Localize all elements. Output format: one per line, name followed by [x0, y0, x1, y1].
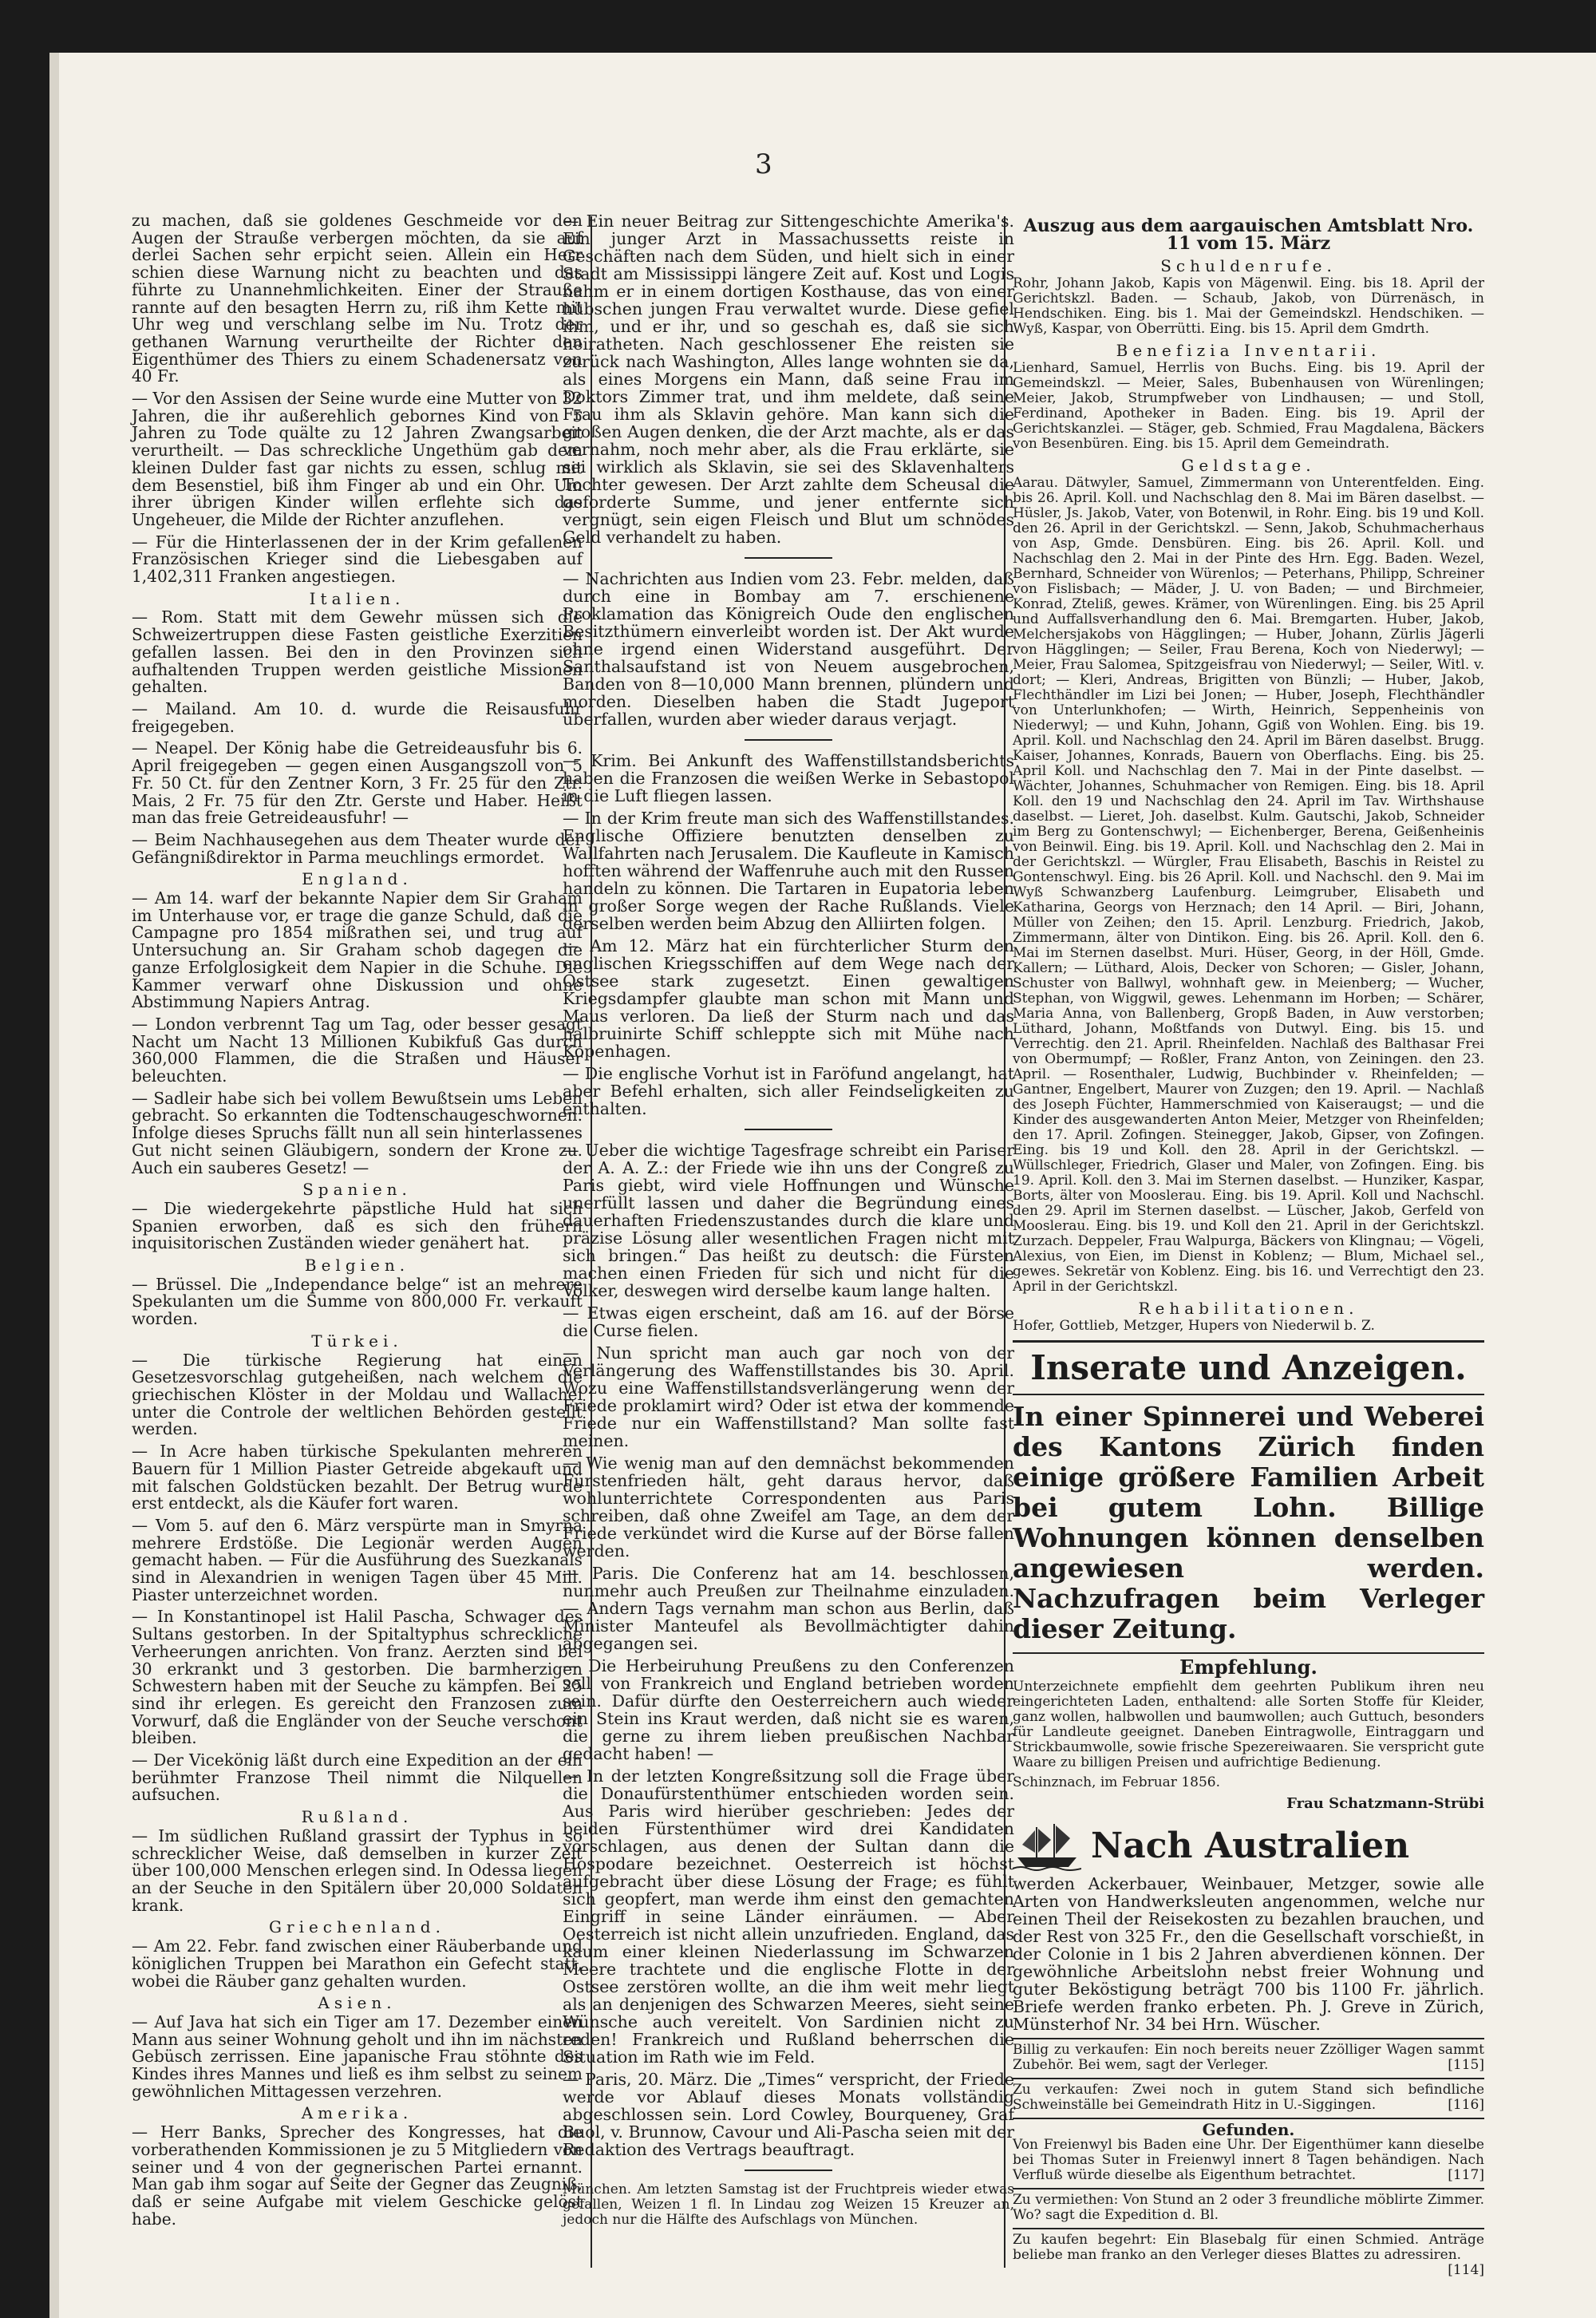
classified-ad-text: Von Freienwyl bis Baden eine Uhr. Der Eigenthümer kann dieselbe bei Thomas Suter in Freienwyl innert 8 Tagen behändigen. Nach Verfluß würde dieselbe als Eigenthum betrachtet. — [1013, 2137, 1484, 2183]
ad-number: [114] — [1448, 2262, 1484, 2278]
market-note: München. Am letzten Samstag ist der Fruchtpreis wieder etwas gefallen, Weizen 1 fl. In Lindau zog Weizen 15 Kreuzer an, jedoch nur die Hälfte des Aufschlags von München. — [563, 2182, 1014, 2228]
advertisements-heading: Inserate und Anzeigen. — [1013, 1340, 1484, 1395]
article-separator — [745, 557, 832, 559]
article-separator — [745, 739, 832, 741]
article-separator — [745, 2170, 832, 2171]
section-heading: Amerika. — [301, 2103, 413, 2123]
article-paragraph: — In Acre haben türkische Spekulanten mehreren Bauern für 1 Million Piaster Getreide abgekauft und mit falschen Goldstücken bezahlt. Der Betrug wurde erst entdeckt, als die Käufer fort waren. — [132, 1442, 583, 1513]
section-heading: Rußland. — [301, 1807, 413, 1827]
ad-number: [115] — [1448, 2057, 1484, 2073]
section-heading: England. — [302, 869, 413, 889]
article-paragraph: — Rom. Statt mit dem Gewehr müssen sich die Schweizertruppen diese Fasten geistliche Exerzitien gefallen lassen. Bei den in den Provinzen sich aufhaltenden Truppen werden geistliche Missionen gehalten. — [132, 607, 583, 697]
classified-ad — [1013, 2228, 1484, 2278]
section-heading: Spanien. — [302, 1180, 412, 1200]
article-paragraph: — Am 14. warf der bekannte Napier dem Sir Graham im Unterhause vor, er trage die ganze Schuld, daß die Campagne pro 1854 mißrathen sei, und trug auf Untersuchung an. Sir Graham schob dagegen die ganze Erfolglosigkeit dem Napier in die Schuhe. Die Kammer verwarf ohne Diskussion und ohne Abstimmung Napiers Antrag. — [132, 888, 583, 1012]
article-paragraph: — Ueber die wichtige Tagesfrage schreibt ein Pariser der A. A. Z.: der Friede wie ihn uns der Congreß zu Paris giebt, wird viele Hoffnungen und Wünsche unerfüllt lassen und daher die Begründung eines dauerhaften Friedenszustandes durch die klare und präzise Lösung aller wesentlichen Fragen nicht mit sich bringen.“ Das heißt zu deutsch: die Fürsten machen einen Frieden für sich und nicht für die Völker, deswegen wird derselbe kaum lange halten. — [563, 1141, 1014, 1300]
ship-icon — [1013, 1821, 1081, 1872]
section-heading: Griechenland. — [269, 1917, 445, 1937]
article-paragraph: — Nachrichten aus Indien vom 23. Febr. melden, daß durch eine in Bombay am 7. erschienene Proklamation das Königreich Oude den englischen Besitzthümern einverleibt worden ist. Der Akt wurde ohne irgend einen Widerstand ausgeführt. Der Santhalsaufstand ist von Neuem ausgebrochen, Banden von 8—10,000 Mann brennen, plündern und morden. Dieselben haben die Stadt Jugeport überfallen, wurden aber wieder daraus verjagt. — [563, 569, 1014, 729]
classified-ad — [1013, 2188, 1484, 2223]
section-heading: Geldstage. — [1181, 456, 1316, 475]
notice-paragraph: Hofer, Gottlieb, Metzger, Hupers von Niederwil b. Z. — [1013, 1318, 1375, 1334]
article-paragraph: — Am 12. März hat ein fürchterlicher Sturm den englischen Kriegsschiffen auf dem Wege nach der Ostsee stark zugesetzt. Einen gewaltigen Kriegsdampfer glaubte man schon mit Mann und Maus verloren. Da ließ der Sturm nach und das halbruinirte Schiff schleppte sich mit Mühe nach Kopenhagen. — [563, 936, 1014, 1061]
section-heading: Türkei. — [311, 1331, 403, 1351]
article-paragraph: — Beim Nachhausegehen aus dem Theater wurde der Gefängnißdirektor in Parma meuchlings ermordet. — [132, 829, 583, 867]
section-heading: Asien. — [318, 1993, 397, 2013]
article-paragraph: — Neapel. Der König habe die Getreideausfuhr bis 6. April freigegeben — gegen einen Ausgangszoll von 5 Fr. 50 Ct. für den Zentner Korn, 3 Fr. 25 für den Ztr. Mais, 2 Fr. 75 für den Ztr. Gerste und Haber. Heißt man das freie Getreideausfuhr! — — [132, 738, 583, 828]
column-middle — [563, 212, 1014, 2233]
recommendation-text: Unterzeichnete empfiehlt dem geehrten Publikum ihren neu eingerichteten Laden, enthaltend: alle Sorten Stoffe für Kleider, ganz wollen, halbwollen und baumwollen; auch Guttuch, besonders für Landleute geeignet. Daneben Eintragwolle, Eintraggarn und Strickbaumwolle, sowie frische Spezereiwaaren. Sie verspricht gute Waare zu billigen Preisen und aufrichtige Bedienung. — [1013, 1679, 1484, 1770]
newspaper-page — [49, 53, 1596, 2318]
ad-number: [116] — [1448, 2097, 1484, 2113]
article-paragraph: — Paris. Die Conferenz hat am 14. beschlossen, nunmehr auch Preußen zur Theilnahme einzuladen. — Andern Tags vernahm man schon aus Berlin, daß Minister Manteufel als Bevollmächtigter dahin abgegangen sei. — [563, 1564, 1014, 1653]
article-paragraph: — Sadleir habe sich bei vollem Bewußtsein ums Leben gebracht. So erkannten die Todtenschaugeschwornen. Infolge dieses Spruchs fällt nun all sein hinterlassenes Gut nicht seinen Gläubigern, sondern der Krone zu. Auch ein sauberes Gesetz! — — [132, 1088, 583, 1177]
recommendation-heading: Empfehlung. — [1013, 1652, 1484, 1676]
article-paragraph: — Wie wenig man auf den demnächst bekommenden Fürstenfrieden hält, geht daraus hervor, daß wohlunterrichtete Correspondenten aus Paris schreiben, daß ohne Zweifel am Tage, an dem der Friede verkündet wird die Kurse auf der Börse fallen werden. — [563, 1454, 1014, 1560]
column-left — [132, 212, 583, 2233]
article-paragraph: — Im südlichen Rußland grassirt der Typhus in so schrecklicher Weise, daß demselben in kurzer Zeit über 100,000 Menschen erlegen sind. In Odessa liegen an der Seuche in den Spitälern über 20,000 Soldaten krank. — [132, 1826, 583, 1915]
article-paragraph: — Für die Hinterlassenen der in der Krim gefallenen Französischen Krieger sind die Liebesgaben auf 1,402,311 Franken angestiegen. — [132, 532, 583, 587]
found-ad-heading: Gefunden. — [1202, 2120, 1295, 2139]
job-advertisement: In einer Spinnerei und Weberei des Kantons Zürich finden einige größere Familien Arbeit bei gutem Lohn. Billige Wohnungen können denselben angewiesen werden. Nachzufragen beim Verleger dieser Zeitung. — [1013, 1401, 1484, 1644]
section-heading: Rehabilitationen. — [1138, 1299, 1359, 1318]
article-paragraph: — In Konstantinopel ist Halil Pascha, Schwager des Sultans gestorben. In der Spitaltyphus schreckliche Verheerungen anrichten. Von franz. Aerzten sind bei 30 erkrankt und 3 gestorben. Die barmherzigen Schwestern haben mit der Seuche zu kämpfen. Bei 25 sind ihr erlegen. Es gereicht den Franzosen zum Vorwurf, daß die Engländer von der Seuche verschont bleiben. — [132, 1607, 583, 1748]
classified-ad — [1013, 2078, 1484, 2113]
section-heading: Belgien. — [304, 1256, 410, 1276]
article-paragraph: — Nun spricht man auch gar noch von der Verlängerung des Waffenstillstandes bis 30. April. Wozu eine Waffenstillstandsverlängerung wenn der Friede proklamirt wird? Oder ist etwa der kommende Friede nur ein Waffenstillstand? Man sollte fast meinen. — [563, 1343, 1014, 1450]
column-right — [1013, 212, 1484, 2278]
classified-ad — [1013, 2118, 1484, 2183]
emigration-ad-text: werden Ackerbauer, Weinbauer, Metzger, sowie alle Arten von Handwerksleuten angenommen, welche nur einen Theil der Reisekosten zu bezahlen brauchen, und der Rest von 325 Fr., den die Gesellschaft vorschießt, in der Colonie in 1 bis 2 Jahren abverdienen können. Der gewöhnliche Arbeitslohn nebst freier Wohnung und guter Beköstigung beträgt 700 bis 1100 Fr. jährlich. Briefe werden franko erbeten. Ph. J. Greve in Zürich, Münsterhof Nr. 34 bei Hrn. Wüscher. — [1013, 1874, 1484, 2034]
article-paragraph: — Herr Banks, Sprecher des Kongresses, hat die vorberathenden Kommissionen je zu 5 Mitgliedern von seiner und 4 von der gegnerischen Partei ernannt. Man gab ihm sogar auf Seite der Gegner das Zeugniß, daß er seine Aufgabe mit vielem Geschicke gelöst habe. — [132, 2122, 583, 2229]
ad-number: [117] — [1448, 2167, 1484, 2183]
official-gazette-heading: Auszug aus dem aargauischen Amtsblatt Nro. 11 vom 15. März — [1023, 216, 1474, 254]
article-paragraph: — Paris, 20. März. Die „Times“ verspricht, der Friede werde vor Ablauf dieses Monats vollständig abgeschlossen sein. Lord Cowley, Bourqueney, Graf Buol, v. Brunnow, Cavour und Ali-Pascha seien mit der Redaktion des Vertrags beauftragt. — [563, 2070, 1014, 2159]
page-gutter — [49, 53, 59, 2318]
article-paragraph: — Der Vicekönig läßt durch eine Expedition an der ein berühmter Franzose Theil nimmt die Nilquellen aufsuchen. — [132, 1750, 583, 1805]
article-paragraph: — In der Krim freute man sich des Waffenstillstandes. Englische Offiziere benutzten denselben zu Wallfahrten nach Jerusalem. Die Kaufleute in Kamisch hofften während der Waffenruhe auch mit den Russen handeln zu können. Die Tartaren in Eupatoria leben in großer Sorge wegen der Rache Rußlands. Viele derselben werden beim Abzug den Alliirten folgen. — [563, 809, 1014, 933]
article-separator — [745, 1129, 832, 1130]
notice-paragraph: Aarau. Dätwyler, Samuel, Zimmermann von Unterentfelden. Eing. bis 26. April. Koll. und Nachschlag den 8. Mai im Bären daselbst. — Hüsler, Js. Jakob, Vater, von Botenwil, in Rohr. Eing. bis 19 und Koll. den 26. April in der Gerichtskzl. — Senn, Jakob, Schuhmacherhaus von Asp, Gmde. Densbüren. Eing. bis 26. April. Koll. und Nachschlag den 2. Mai in der Pinte des Hrn. Egg. Baden. Wezel, Bernhard, Schneider von Würenlos; — Peterhans, Philipp, Schreiner von Fislisbach; — Mäder, J. U. von Baden; — und Birchmeier, Konrad, Zteliß, gewes. Krämer, von Würenlingen. Eing. bis 25 April und Auffallsverhandlung den 6. Mai. Bremgarten. Huber, Jakob, Melchersjakobs von Hägglingen; — Huber, Johann, Zürlis Jägerli von Hägglingen; — Seiler, Frau Berena, Koch von Niederwyl; — Meier, Frau Salomea, Spitzgeisfrau von Niederwyl; — Seiler, Witl. v. dort; — Kleri, Andreas, Brigitten von Bünzli; — Huber, Jakob, Flechthändler im Lizi bei Jonen; — Huber, Joseph, Flechthändler von Unterlunkhofen; — Wirth, Heinrich, Seppenheinis von Niederwyl; — und Kuhn, Johann, Ggiß von Wohlen. Eing. bis 19. April. Koll. und Nachschlag den 24. April im Bären daselbst. Brugg. Kaiser, Johannes, Konrads, Bauern von Oberflachs. Eing. bis 25. April Koll. und Nachschlag den 7. Mai in der Pinte daselbst. — Wächter, Johannes, Schuhmacher von Remigen. Eing. bis 18. April Koll. den 19 und Nachschlag den 24. April im Tav. Wirthshause daselbst. — Lieret, Joh. daselbst. Kulm. Gautschi, Jakob, Schneider im Berg zu Gontenschwyl; — Eichenberger, Berena, Geißenheinis von Beinwil. Eing. bis 19. April. Koll. und Nachschlag den 2. Mai in der Gerichtskzl. — Würgler, Frau Elisabeth, Baschis in Reistel zu Gontenschwyl. Eing. bis 26 April. Koll. und Nachschl. den 9. Mai im Wyß Schwanzberg Laufenburg. Leimgruber, Elisabeth und Katharina, Georgs von Herznach; den 14 April. — Biri, Johann, Müller von Zeihen; den 15. April. Lenzburg. Friedrich, Jakob, Zimmermann, älter von Dintikon. Eing. bis 26. April. Koll. den 6. Mai im Sternen daselbst. Muri. Hüser, Georg, in der Höll, Gmde. Kallern; — Lüthard, Alois, Decker von Schoren; — Gisler, Johann, Schuster von Ballwyl, wohnhaft gew. in Meienberg; — Wucher, Stephan, von Wiggwil, gewes. Lehenmann im Horben; — Schärer, Maria Anna, von Ballenberg, Gropß Baden, in Auw verstorben; Lüthard, Johann, Moßtfands von Dutwyl. Eing. bis 15. und Verrechtig. den 21. April. Rheinfelden. Nachlaß des Balthasar Frei von Obermumpf; — Roßler, Franz Anton, von Zeiningen. den 23. April. — Rosenthaler, Ludwig, Buchbinder v. Rheinfelden; — Gantner, Engelbert, Maurer von Zuzgen; den 19. April. — Nachlaß des Joseph Füchter, Hammerschmied von Kaiseraugst; — und die Kinder des ausgewanderten Anton Meier, Metzger von Rheinfelden; den 17. April. Zofingen. Steinegger, Jakob, Gipser, von Zofingen. Eing. bis 19 und Koll. den 28. April in der Gerichtskzl. — Wüllschleger, Friedrich, Glaser und Maler, von Zofingen. Eing. bis 19. April. Koll. den 3. Mai im Sternen daselbst. — Hunziker, Kaspar, Borts, älter von Mooslerau. Eing. bis 19. April. Koll und Nachschl. den 29. April im Sternen daselbst. — Lüscher, Jakob, Gerfeld von Mooslerau. Eing. bis 19. und Koll den 21. April in der Gerichtskzl. Zurzach. Deppeler, Frau Walpurga, Bäckers von Klingnau; — Vögeli, Alexius, von Eien, im Dienst in Koblenz; — Blum, Michael sel., gewes. Sekretär von Koblenz. Eing. bis 16. und Verrechtigt den 23. April in der Gerichtskzl. — [1013, 475, 1484, 1295]
recommendation-place: Schinznach, im Februar 1856. — [1013, 1774, 1220, 1790]
section-heading: Italien. — [309, 588, 405, 608]
notice-paragraph: Rohr, Johann Jakob, Kapis von Mägenwil. Eing. bis 18. April der Gerichtskzl. Baden. — Schaub, Jakob, von Dürrenäsch, in Hendschiken. Eing. bis 1. Mai der Gemeindskzl. Hendschiken. — Wyß, Kaspar, von Oberrütti. Eing. bis 15. April dem Gmdrth. — [1013, 275, 1484, 337]
section-heading: Benefizia Inventarii. — [1116, 341, 1381, 360]
classified-ad-text: Zu vermiethen: Von Stund an 2 oder 3 freundliche möblirte Zimmer. Wo? sagt die Expedition d. Bl. — [1013, 2192, 1484, 2223]
article-paragraph: — Die Herbeiruhung Preußens zu den Conferenzen soll von Frankreich und England betrieben worden sein. Dafür dürfte den Oesterreichern auch wieder ein Stein ins Kraut werden, daß nicht sie es waren, die gerne zu ihrem lieben preußischen Nachbar gedacht haben! — — [563, 1656, 1014, 1763]
article-paragraph: — Die wiedergekehrte päpstliche Huld hat sich Spanien erworben, daß es sich den frühern inquisitorischen Zuständen wieder genähert hat. — [132, 1198, 583, 1253]
article-paragraph: — Etwas eigen erscheint, daß am 16. auf der Börse die Curse fielen. — [563, 1303, 1014, 1340]
section-heading: Schuldenrufe. — [1160, 256, 1337, 275]
classified-ad-text: Zu verkaufen: Zwei noch in gutem Stand sich befindliche Schweinställe bei Gemeindrath Hitz in U.-Siggingen. — [1013, 2082, 1484, 2113]
article-paragraph: — Die englische Vorhut ist in Faröfund angelangt, hat aber Befehl erhalten, sich aller Feindseligkeiten zu enthalten. — [563, 1064, 1014, 1118]
classified-ad-text: Zu kaufen begehrt: Ein Blasebalg für einen Schmied. Anträge beliebe man franko an den Verleger dieses Blattes zu adressiren. — [1013, 2232, 1484, 2263]
article-paragraph: — Am 22. Febr. fand zwischen einer Räuberbande und königlichen Truppen bei Marathon ein Gefecht statt, wobei die Räuber ganz gehalten wurden. — [132, 1936, 583, 1991]
emigration-ad-heading — [1013, 1821, 1484, 1872]
classified-ad — [1013, 2038, 1484, 2073]
notice-paragraph: Lienhard, Samuel, Herrlis von Buchs. Eing. bis 19. April der Gemeindskzl. — Meier, Sales, Bubenhausen von Würenlingen; Meier, Jakob, Strumpfweber von Lindhausen; — und Stoll, Ferdinand, Apotheker in Baden. Eing. bis 19. April der Gerichtskanzlei. — Stäger, geb. Schmied, Frau Magdalena, Bäckers von Besenbüren. Eing. bis 15. April dem Gemeindrath. — [1013, 360, 1484, 452]
article-paragraph: — Auf Java hat sich ein Tiger am 17. Dezember einen Mann aus seiner Wohnung geholt und ihn im nächsten Gebüsch zerrissen. Eine japanische Frau stöhnte des Kindes ihres Mannes und ließ es ihm selbst zu seinem gewöhnlichen Mittagessen verzehren. — [132, 2011, 583, 2101]
article-paragraph: — Vom 5. auf den 6. März verspürte man in Smyrna mehrere Erdstöße. Die Legionär werden Augen gemacht haben. — Für die Ausführung des Suezkanals sind in Alexandrien in wenigen Tagen über 45 Mill. Piaster unterzeichnet worden. — [132, 1515, 583, 1604]
classified-ad-text: Billig zu verkaufen: Ein noch bereits neuer Zzölliger Wagen sammt Zubehör. Bei wem, sagt der Verleger. — [1013, 2042, 1484, 2073]
article-paragraph: — London verbrennt Tag um Tag, oder besser gesagt Nacht um Nacht 13 Millionen Kubikfuß Gas durch 360,000 Flammen, die die Straßen und Häuser beleuchten. — [132, 1014, 583, 1086]
recommendation-signature: Frau Schatzmann-Strübi — [1286, 1795, 1484, 1812]
article-paragraph: — Ein neuer Beitrag zur Sittengeschichte Amerika's. Ein junger Arzt in Massachussetts reiste in Geschäften nach dem Süden, und hielt sich in einer Stadt am Mississippi längere Zeit auf. Kost und Logis nahm er in einem dortigen Kosthause, das von einer hübschen jungen Frau verwaltet wurde. Diese gefiel ihm, und er ihr, und so geschah es, daß sie sich heiratheten. Nach geschlossener Ehe reisten sie zurück nach Washington, Alles lange wohnten sie da, als eines Morgens ein Mann, daß seine Frau im Doktors Zimmer trat, und ihm meldete, daß seine Frau ihm als Sklavin gehöre. Man kann sich die großen Augen denken, die der Arzt machte, als er das vernahm, noch mehr aber, als die Frau erklärte, sie sei wirklich als Sklavin, sie sei des Sklavenhalters Tochter gewesen. Der Arzt zahlte dem Scheusal die geforderte Summe, und jener entfernte sich vergnügt, sein eigen Fleisch und Blut um schnödes Geld verhandelt zu haben. — [563, 212, 1014, 547]
emigration-ad-title: Nach Australien — [1091, 1826, 1410, 1866]
article-paragraph: — In der letzten Kongreßsitzung soll die Frage über die Donaufürstenthümer entschieden worden sein. Aus Paris wird hierüber geschrieben: Jedes der beiden Fürstenthümer wird drei Kandidaten vorschlagen, aus denen der Sultan dann die Hospodare bezeichnet. Oesterreich ist höchst aufgebracht über diese Lösung der Frage; es fühlt sich geopfert, man werde ihm einst den gemachten Eingriff in seine Länder einräumen. — Aber Oesterreich ist nicht allein unzufrieden. England, das kaum einer kleinen Niederlassung im Schwarzen Meere trachtete und die englische Flotte in der Ostsee zerstören wollte, an die ihm weit mehr liegt als an denjenigen des Schwarzen Meeres, sieht seine Wünsche auch vereitelt. Von Sardinien nicht zu reden! Frankreich und Rußland beherrschen die Situation im Rath wie im Feld. — [563, 1766, 1014, 2067]
article-paragraph: — Vor den Assisen der Seine wurde eine Mutter von 32 Jahren, die ihr außerehlich gebornes Kind von 5 Jahren zu Tode quälte zu 12 Jahren Zwangsarbeit verurtheilt. — Das schreckliche Ungethüm gab dem kleinen Dulder fast gar nichts zu essen, schlug mit dem Besenstiel, biß ihm Finger ab und ein Ohr. Um ihrer übrigen Kinder willen erflehte sich das Ungeheuer, die Milde der Richter anzuflehen. — [132, 389, 583, 529]
article-paragraph: — Krim. Bei Ankunft des Waffenstillstandsberichts haben die Franzosen die weißen Werke in Sebastopol in die Luft fliegen lassen. — [563, 751, 1014, 805]
article-paragraph: — Mailand. Am 10. d. wurde die Reisausfuhr freigegeben. — [132, 698, 583, 736]
article-paragraph: zu machen, daß sie goldenes Geschmeide vor den Augen der Strauße verbergen möchten, da sie auf derlei Sachen sehr erpicht seien. Allein ein Herr schien diese Warnung nicht zu beachten und das führte zu Unannehmlichkeiten. Einer der Strauße rannte auf den besagten Herrn zu, riß ihm Kette mit Uhr weg und verschlang selbe im Nu. Trotz der gethanen Warnung verurtheilte der Richter den Eigenthümer des Thiers zu einem Schadenersatz von 40 Fr. — [132, 211, 583, 386]
page-number: 3 — [755, 148, 772, 180]
article-paragraph: — Brüssel. Die „Independance belge“ ist an mehrere Spekulanten um die Summe von 800,000 Fr. verkauft worden. — [132, 1274, 583, 1329]
article-paragraph: — Die türkische Regierung hat einen Gesetzesvorschlag gutgeheißen, nach welchem die griechischen Klöster in der Moldau und Wallachei unter die Controle der weltlichen Behörden gestellt werden. — [132, 1350, 583, 1439]
